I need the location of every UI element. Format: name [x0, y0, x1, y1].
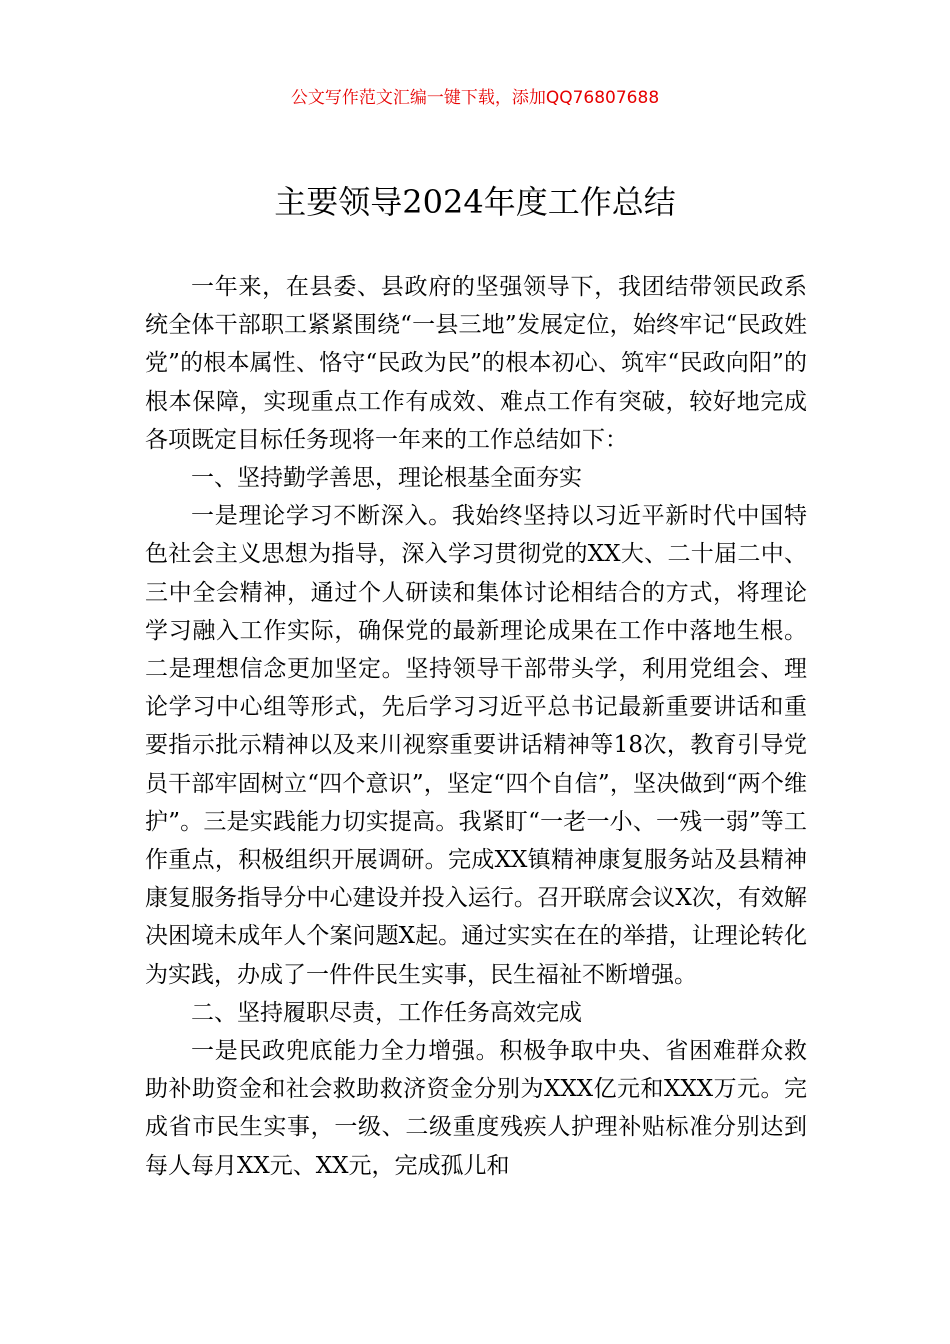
section-heading-2: 二、坚持履职尽责，工作任务高效完成 — [191, 999, 582, 1026]
document-body — [145, 268, 807, 1185]
download-notice: 公文写作范文汇编一键下载，添加QQ76807688 — [290, 88, 660, 108]
document-title: 主要领导2024年度工作总结 — [274, 183, 676, 221]
section-2-paragraph: 一是民政兜底能力全力增强。积极争取中央、省困难群众救助补助资金和社会救助救济资金分别为XXX亿元和XXX万元。完成省市民生实事，一级、二级重度残疾人护理补贴标准分别达到每人每月XX元、XX元，完成孤儿和 — [145, 1038, 807, 1179]
section-heading-1: 一、坚持勤学善思，理论根基全面夯实 — [191, 465, 582, 492]
intro-paragraph: 一年来，在县委、县政府的坚强领导下，我团结带领民政系统全体干部职工紧紧围绕“一县三地”发展定位，始终牢记“民政姓党”的根本属性、恪守“民政为民”的根本初心、筑牢“民政向阳”的根本保障，实现重点工作有成效、难点工作有突破，较好地完成各项既定目标任务现将一年来的工作总结如下： — [145, 274, 807, 453]
section-1-paragraph: 一是理论学习不断深入。我始终坚持以习近平新时代中国特色社会主义思想为指导，深入学习贯彻党的XX大、二十届二中、三中全会精神，通过个人研读和集体讨论相结合的方式，将理论学习融入工作实际，确保党的最新理论成果在工作中落地生根。二是理想信念更加坚定。坚持领导干部带头学，利用党组会、理论学习中心组等形式，先后学习习近平总书记最新重要讲话和重要指示批示精神以及来川视察重要讲话精神等18次，教育引导党员干部牢固树立“四个意识”，坚定“四个自信”，坚决做到“两个维护”。三是实践能力切实提高。我紧盯“一老一小、一残一弱”等工作重点，积极组织开展调研。完成XX镇精神康复服务站及县精神康复服务指导分中心建设并投入运行。召开联席会议X次，有效解决困境未成年人个案问题X起。通过实实在在的举措，让理论转化为实践，办成了一件件民生实事，民生福祉不断增强。 — [145, 503, 807, 988]
